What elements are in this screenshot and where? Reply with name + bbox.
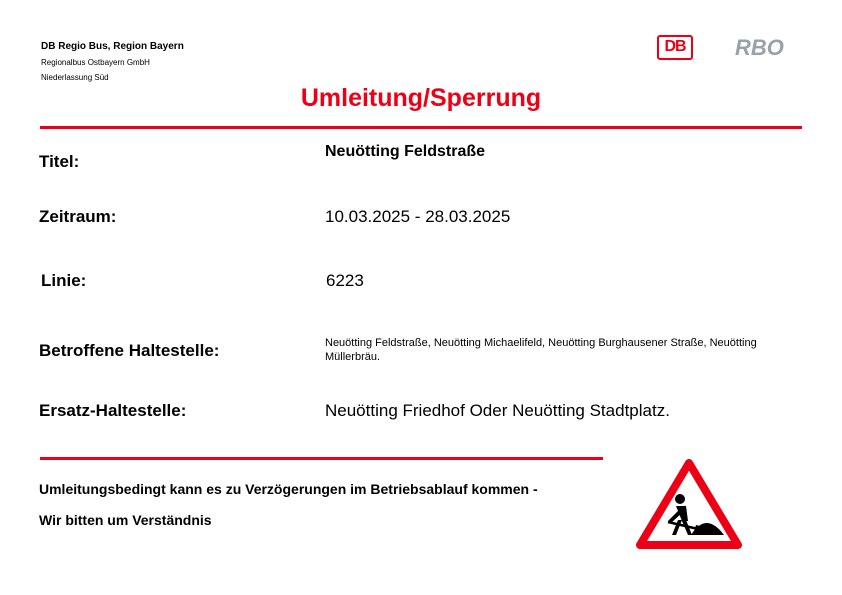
notice-line-2: Wir bitten um Verständnis: [39, 512, 212, 528]
page-title: Umleitung/Sperrung: [300, 84, 542, 112]
organization-name: DB Regio Bus, Region Bayern: [41, 41, 184, 52]
organization-subtitle: Regionalbus Ostbayern GmbH: [41, 58, 150, 67]
betroffene-haltestelle-label: Betroffene Haltestelle:: [39, 341, 220, 360]
organization-branch: Niederlassung Süd: [41, 73, 109, 82]
zeitraum-label: Zeitraum:: [39, 207, 117, 226]
ersatz-haltestelle-value: Neuötting Friedhof Oder Neuötting Stadtplatz.: [325, 401, 670, 420]
roadworks-warning-sign-icon: [636, 459, 742, 551]
betroffene-haltestelle-value: Neuötting Feldstraße, Neuötting Michaelifeld, Neuötting Burghausener Straße, Neuötting Müllerbräu.: [325, 337, 757, 363]
zeitraum-value: 10.03.2025 - 28.03.2025: [325, 207, 511, 226]
notice-divider: [40, 457, 603, 460]
title-divider: [40, 126, 802, 129]
titel-value: Neuötting Feldstraße: [325, 143, 486, 160]
titel-label: Titel:: [39, 152, 80, 171]
notice-line-1: Umleitungsbedingt kann es zu Verzögerungen im Betriebsablauf kommen -: [39, 481, 538, 497]
db-logo: DB: [657, 35, 693, 60]
linie-value: 6223: [326, 271, 364, 290]
linie-label: Linie:: [41, 271, 87, 290]
rbo-logo: RBO: [735, 35, 784, 60]
ersatz-haltestelle-label: Ersatz-Haltestelle:: [39, 401, 187, 420]
